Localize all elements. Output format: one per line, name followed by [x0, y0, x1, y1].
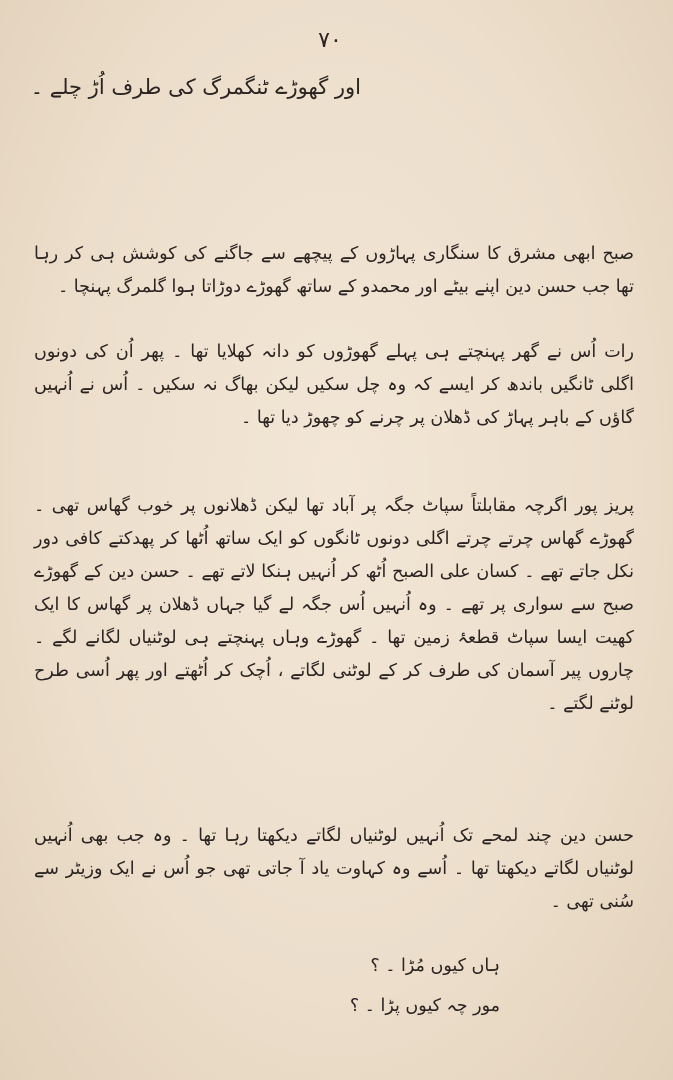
paragraph-2-block	[34, 336, 634, 435]
paragraph-1: صبح ابھی مشرق کا سنگاری پہاڑوں کے پیچھے سے جاگنے کی کوشش ہی کر رہا تھا جب حسن دین اپنے بیٹے اور محمدو کے ساتھ گھوڑے دوڑاتا ہوا گلمرگ پہنچا ۔	[34, 244, 634, 297]
verse-text-1: ہاں کیوں مُڑا ۔ ؟	[370, 956, 500, 976]
verse-line-1	[300, 946, 500, 986]
paragraph-3: پریز پور اگرچہ مقابلتاً سپاٹ جگہ پر آباد تھا لیکن ڈھلانوں پر خوب گھاس تھی ۔ گھوڑے گھاس چرتے چرتے اگلی دونوں ٹانگوں کو ایک ساتھ اُٹھا کر پھدکتے کافی دور نکل جاتے تھے ۔ کسان علی الصبح اُٹھ کر اُنہیں ہنکا لاتے تھے ۔ حسن دین کے گھوڑے صبح سے سواری پر تھے ۔ وہ اُنہیں اُس جگہ لے گیا جہاں ڈھلان پر گھاس کا ایک کھیت ایسا سپاٹ قطعۂ زمین تھا ۔ گھوڑے وہاں پہنچتے ہی لوٹنیاں لگانے لگے ۔ چاروں پیر آسمان کی طرف کر کے لوٹنی لگاتے ، اُچک کر اُٹھتے اور پھر اُسی طرح لوٹنے لگتے ۔	[34, 496, 634, 714]
paragraph-1-block	[34, 238, 634, 304]
page-number: ۷۰	[318, 28, 342, 53]
paragraph-4: حسن دین چند لمحے تک اُنہیں لوٹنیاں لگاتے دیکھتا رہا تھا ۔ وہ جب بھی اُنہیں لوٹنیاں لگاتے دیکھتا تھا ۔ اُسے وہ کہاوت یاد آ جاتی تھی جو اُس نے ایک وزیٹر سے سُنی تھی ۔	[34, 826, 634, 912]
paragraph-3-block	[34, 490, 634, 721]
paragraph-4-block	[34, 820, 634, 919]
chapter-closing-line: اور گھوڑے ٹنگمرگ کی طرف اُڑ چلے ۔	[30, 75, 361, 99]
verse-line-2	[300, 986, 500, 1026]
verse-text-2: مور چہ کیوں پڑا ۔ ؟	[349, 996, 500, 1016]
paragraph-2: رات اُس نے گھر پہنچتے ہی پہلے گھوڑوں کو دانہ کھلایا تھا ۔ پھر اُن کی دونوں اگلی ٹانگیں باندھ کر ایسے کہ وہ چل سکیں لیکن بھاگ نہ سکیں ۔ اُس نے اُنہیں گاؤں کے باہر پہاڑ کی ڈھلان پر چرنے کو چھوڑ دیا تھا ۔	[34, 342, 634, 428]
